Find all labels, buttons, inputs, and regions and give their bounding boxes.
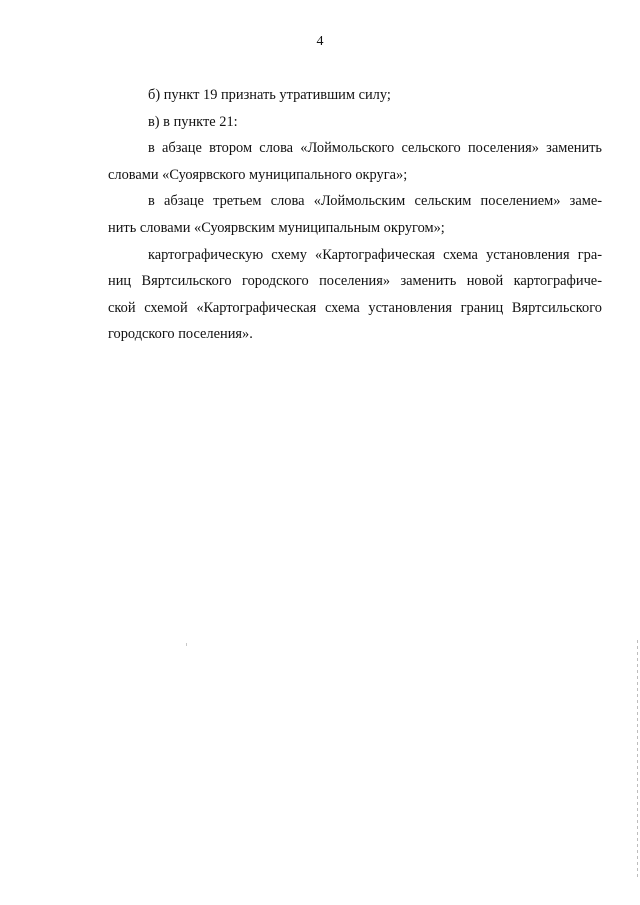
paragraph-item-v: в) в пункте 21: bbox=[148, 113, 238, 130]
paragraph-abzac-3-line-1: в абзаце третьем слова «Лоймольским сельским поселением» заме- bbox=[148, 193, 602, 210]
scan-dot-artifact bbox=[186, 643, 187, 646]
paragraph-schema-line-2: ниц Вяртсильского городского поселения» заменить новой картографиче- bbox=[108, 273, 602, 290]
paragraph-abzac-2-line-2: словами «Суоярвского муниципального округа»; bbox=[108, 166, 408, 183]
document-body bbox=[108, 82, 602, 348]
paragraph-schema-line-3: ской схемой «Картографическая схема установления границ Вяртсильского bbox=[108, 299, 602, 316]
page-number: 4 bbox=[316, 34, 324, 49]
paragraph-abzac-2-line-1: в абзаце втором слова «Лоймольского сельского поселения» заменить bbox=[148, 140, 602, 157]
paragraph-schema-line-4: городского поселения». bbox=[108, 326, 253, 343]
scan-edge-artifact bbox=[637, 640, 638, 880]
paragraph-abzac-3-line-2: нить словами «Суоярвским муниципальным округом»; bbox=[108, 219, 445, 236]
paragraph-item-b: б) пункт 19 признать утратившим силу; bbox=[148, 87, 391, 103]
paragraph-schema-line-1: картографическую схему «Картографическая схема установления гра- bbox=[148, 246, 602, 263]
